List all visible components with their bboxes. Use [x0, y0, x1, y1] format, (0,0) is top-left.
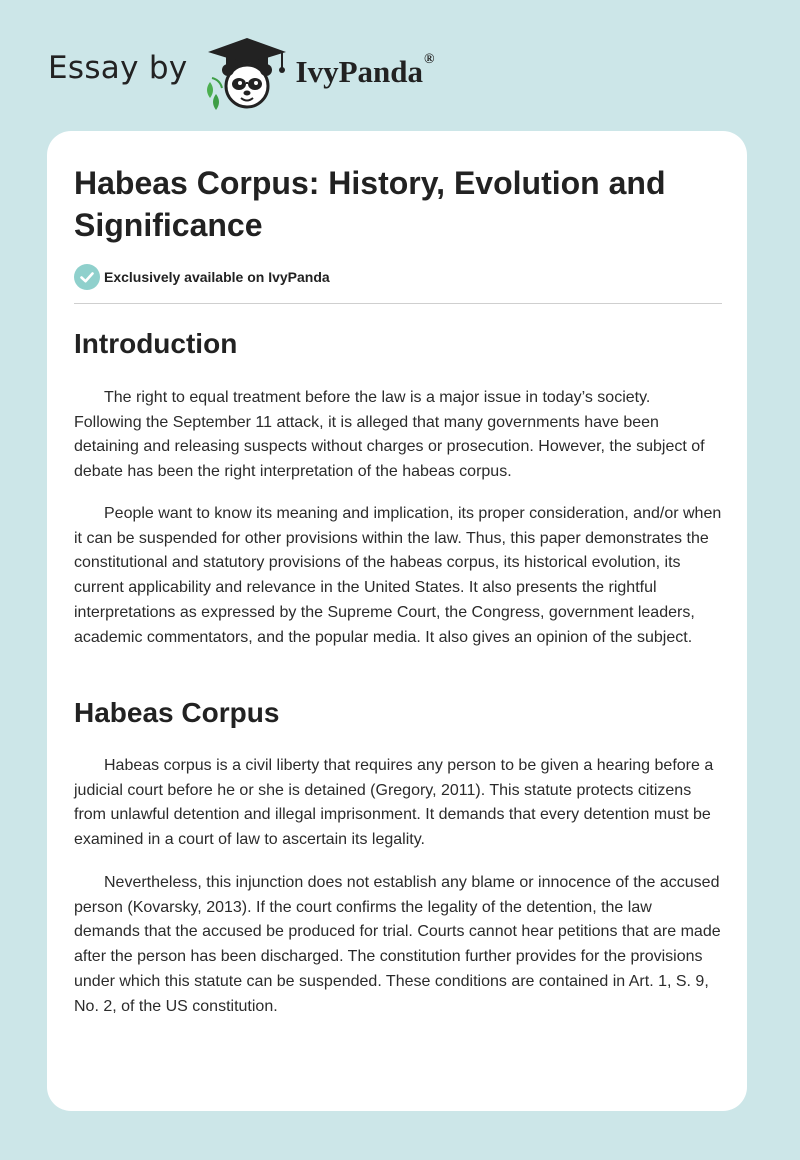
paragraph: Nevertheless, this injunction does not establish any blame or innocence of the accused person (Kovarsky, 2013). If the court confirms the legality of the detention, the law demands that the accused be produced for trial. Courts cannot hear petitions that are made after the person has been discharged. The constitution further provides for the provisions under which this statute can be suspended. These conditions are contained in Art. 1, S. 9, No. 2, of the US constitution.: [74, 874, 721, 1015]
article-title: Habeas Corpus: History, Evolution and Significance: [74, 165, 666, 243]
panda-logo-icon[interactable]: [202, 32, 292, 112]
paragraph: People want to know its meaning and implication, its proper consideration, and/or when it can be suspended for other provisions within the law. Thus, this paper demonstrates the constitutional and statutory provisions of the habeas corpus, its historical evolution, its current applicability and relevance in the United States. It also presents the rightful interpretations as expressed by the Supreme Court, the Congress, government leaders, academic commentators, and the popular media. It also gives an opinion of the subject.: [74, 505, 722, 646]
section-heading-habeas-corpus: Habeas Corpus: [74, 697, 280, 728]
exclusive-badge: [74, 264, 330, 290]
paragraph: The right to equal treatment before the law is a major issue in today’s society. Following the September 11 attack, it is alleged that many governments have been detaining and releasing suspects without charges or prosecution. However, the subject of debate has been the right interpretation of the habeas corpus.: [74, 389, 705, 481]
section-heading-introduction: Introduction: [74, 328, 238, 359]
brand-prefix: Essay by: [48, 50, 188, 86]
article-card: [47, 131, 747, 1111]
brand-name: IvyPanda®: [295, 52, 435, 89]
paragraph: Habeas corpus is a civil liberty that requires any person to be given a hearing before a judicial court before he or she is detained (Gregory, 2011). This statute protects citizens from unlawful detention and illegal imprisonment. It demands that every detention must be examined in a court of law to ascertain its legality.: [74, 757, 714, 849]
brand-header: [48, 32, 434, 112]
title-divider: [74, 303, 722, 304]
badge-text: Exclusively available on IvyPanda: [104, 269, 330, 285]
check-circle-icon: [74, 264, 100, 290]
